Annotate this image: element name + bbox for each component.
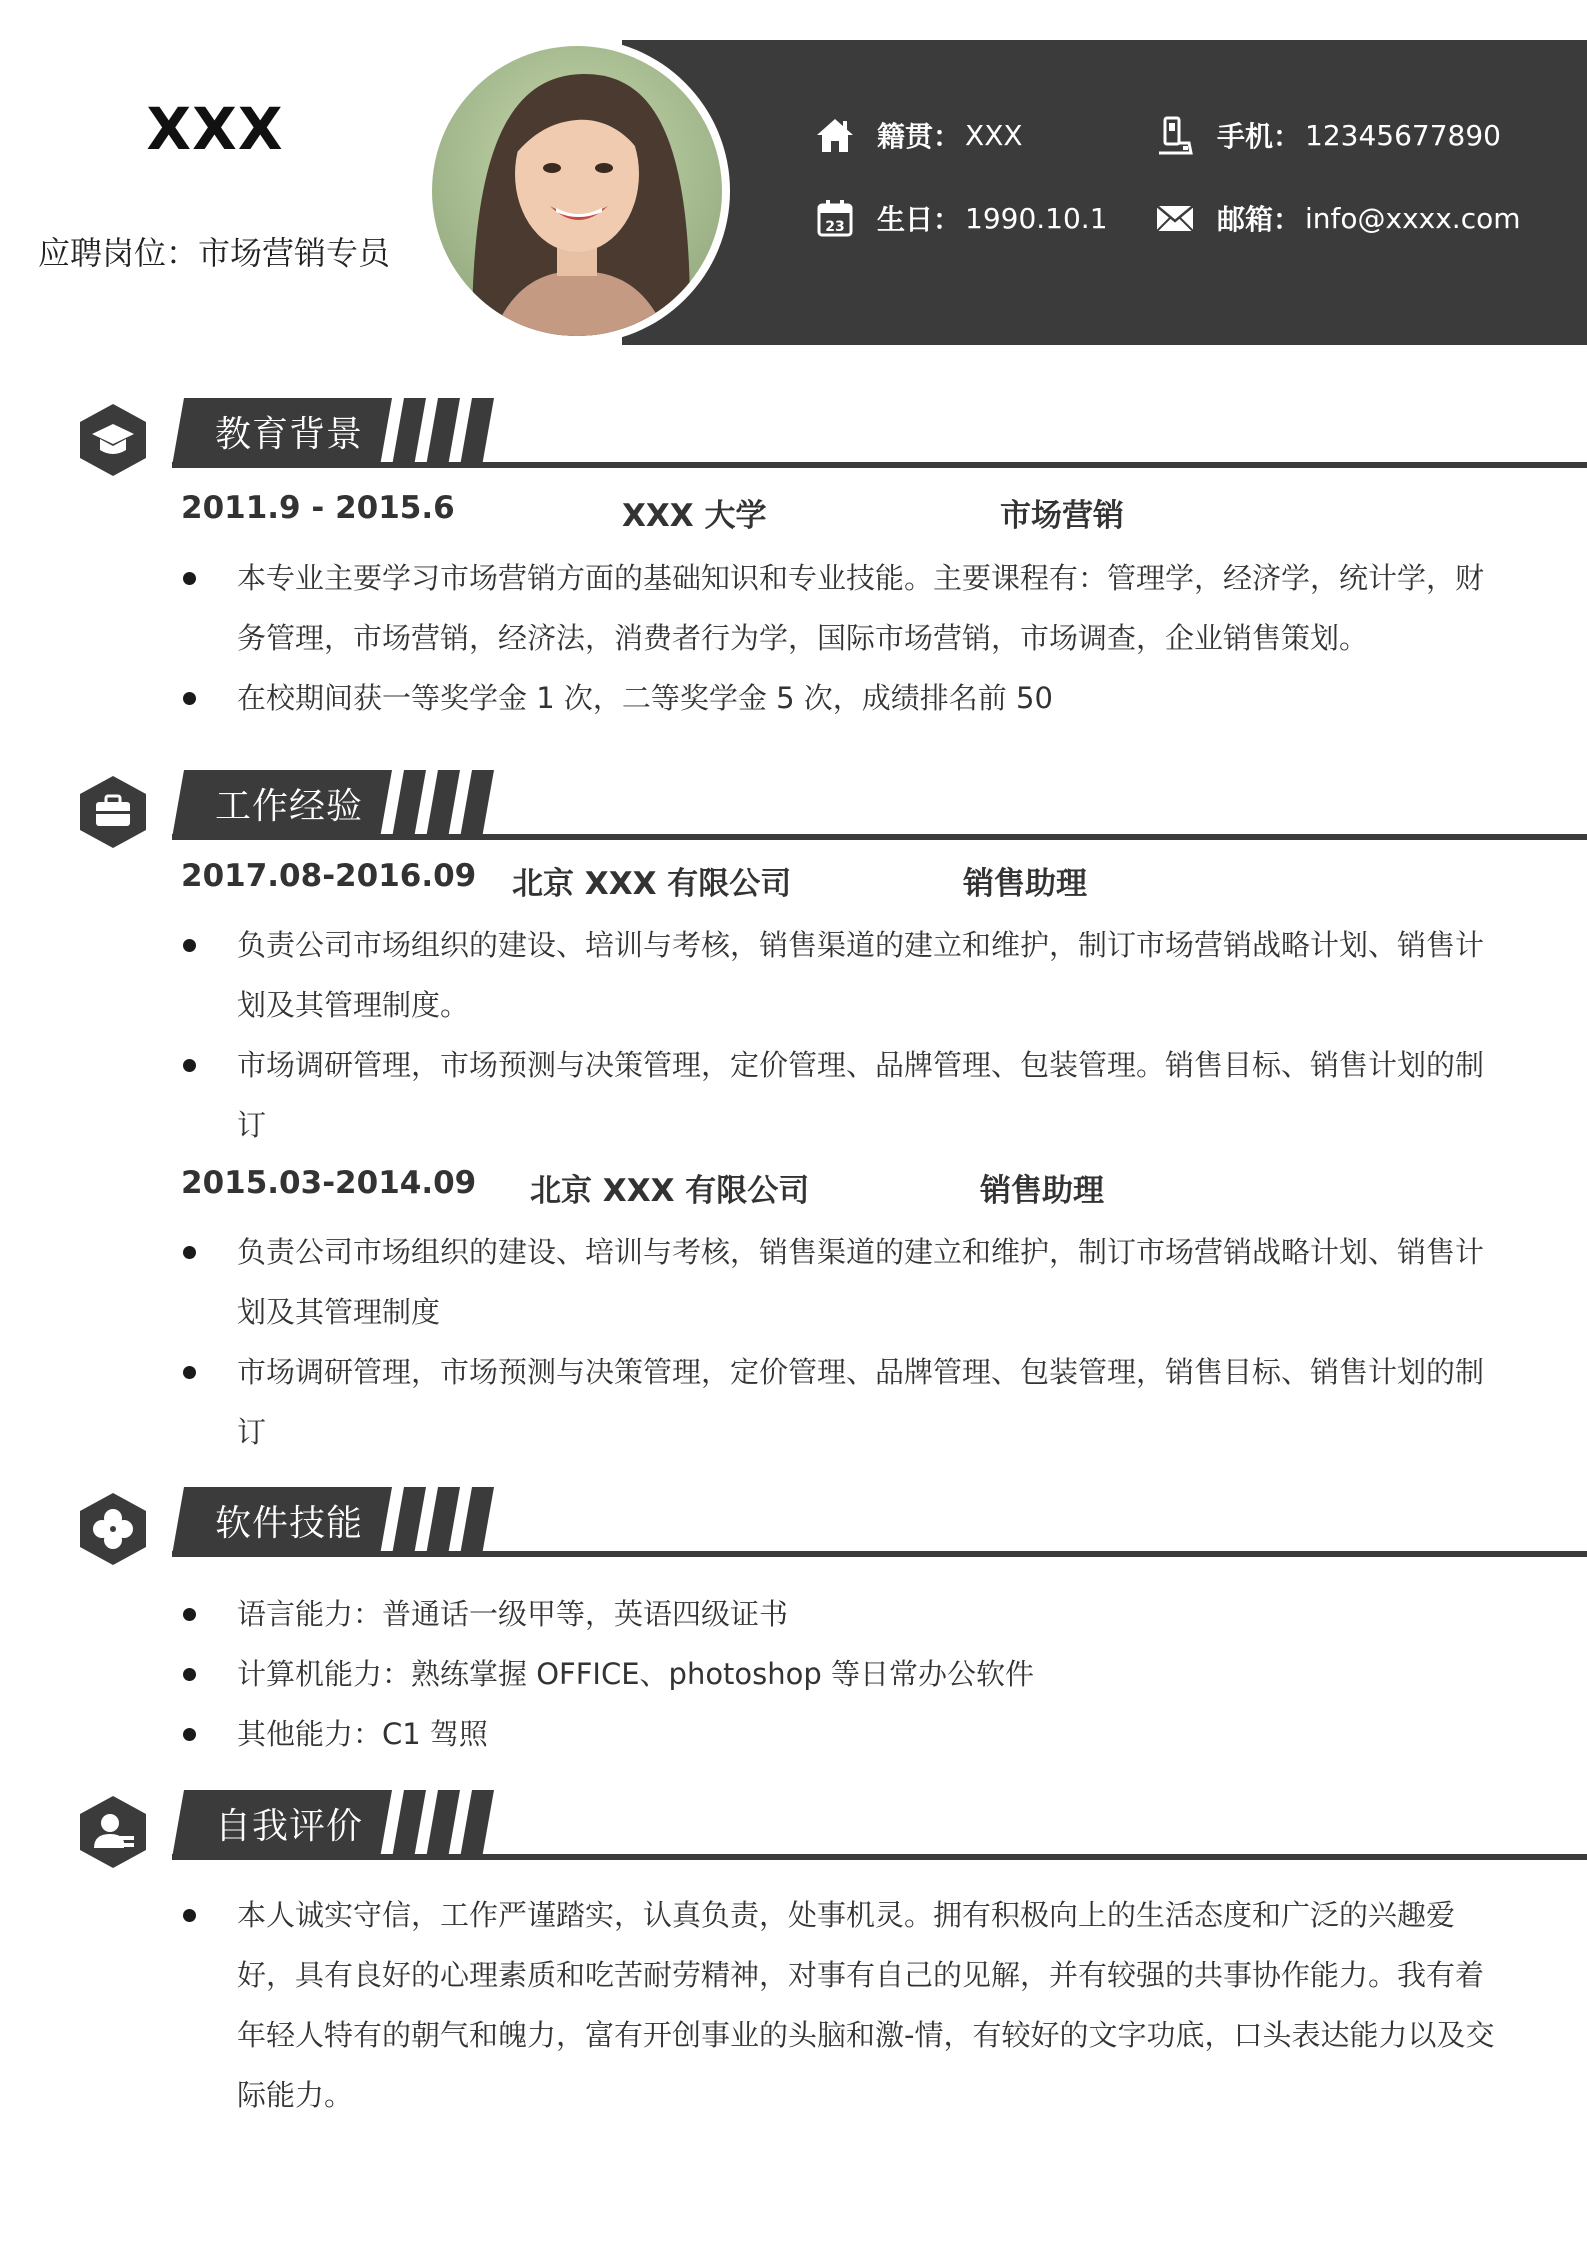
job-company: 北京 XXX 有限公司 <box>512 866 792 902</box>
job-bullet: 市场调研管理，市场预测与决策管理，定价管理、品牌管理、包装管理。销售目标、销售计划的制订 <box>181 1035 1511 1155</box>
skill-bullet: 语言能力：普通话一级甲等，英语四级证书 <box>181 1584 1511 1644</box>
section-divider <box>172 462 1587 468</box>
origin-value: XXX <box>965 118 1023 152</box>
education-bullet: 本专业主要学习市场营销方面的基础知识和专业技能。主要课程有：管理学，经济学，统计学，财务管理，市场营销，经济法，消费者行为学，国际市场营销，市场调查，企业销售策划。 <box>181 548 1511 668</box>
skill-bullet: 计算机能力：熟练掌握 OFFICE、photoshop 等日常办公软件 <box>181 1644 1511 1704</box>
email-label: 邮箱： <box>1217 203 1302 236</box>
section-divider <box>172 1551 1587 1557</box>
section-title-skills: 软件技能 <box>215 1503 364 1544</box>
section-skills-header <box>80 1487 1512 1567</box>
education-bullet: 在校期间获一等奖学金 1 次，二等奖学金 5 次，成绩排名前 50 <box>181 668 1511 728</box>
job-bullet: 负责公司市场组织的建设、培训与考核，销售渠道的建立和维护，制订市场营销战略计划、销售计划及其管理制度。 <box>181 915 1511 1035</box>
phone-icon <box>1155 115 1195 155</box>
briefcase-icon <box>80 776 146 848</box>
position-value: 市场营销专员 <box>198 234 391 272</box>
section-divider <box>172 834 1587 840</box>
envelope-icon <box>1155 198 1195 238</box>
phone-label: 手机： <box>1217 120 1302 153</box>
info-origin <box>815 115 1023 155</box>
calendar-icon <box>815 198 855 238</box>
section-divider <box>172 1854 1587 1860</box>
phone-value: 12345677890 <box>1305 118 1501 152</box>
job-company: 北京 XXX 有限公司 <box>530 1173 810 1209</box>
section-education-header <box>80 398 1512 478</box>
job-period: 2015.03-2014.09 <box>181 1165 477 1201</box>
section-work-header <box>80 770 1512 850</box>
profile-photo <box>424 38 730 344</box>
education-school: XXX 大学 <box>622 498 767 534</box>
self-eval-bullet: 本人诚实守信，工作严谨踏实，认真负责，处事机灵。拥有积极向上的生活态度和广泛的兴趣爱好，具有良好的心理素质和吃苦耐劳精神，对事有自己的见解，并有较强的共事协作能力。我有着年轻人特有的朝气和魄力，富有开创事业的头脑和激-情，有较好的文字功底，口头表达能力以及交际能力。 <box>181 1885 1511 2125</box>
job-role: 销售助理 <box>980 1173 1104 1209</box>
skill-bullet: 其他能力：C1 驾照 <box>181 1704 1511 1764</box>
job-bullet: 市场调研管理，市场预测与决策管理，定价管理、品牌管理、包装管理，销售目标、销售计划的制订 <box>181 1342 1511 1462</box>
header-band <box>622 40 1587 345</box>
candidate-name: XXX <box>146 95 284 163</box>
info-phone <box>1155 115 1501 155</box>
section-title-work: 工作经验 <box>215 786 364 827</box>
clover-icon <box>80 1493 146 1565</box>
job-period: 2017.08-2016.09 <box>181 858 477 894</box>
svg-text:23: 23 <box>825 219 845 235</box>
section-title-self-eval: 自我评价 <box>215 1806 364 1847</box>
home-icon <box>815 115 855 155</box>
user-icon <box>80 1796 146 1868</box>
info-birthday <box>815 198 1108 238</box>
education-period: 2011.9 - 2015.6 <box>181 490 455 526</box>
section-self-eval-header <box>80 1790 1512 1870</box>
birth-label: 生日： <box>877 203 962 236</box>
education-major: 市场营销 <box>1000 498 1124 534</box>
position-label: 应聘岗位： <box>38 234 199 272</box>
job-role: 销售助理 <box>963 866 1087 902</box>
birth-value: 1990.10.1 <box>965 201 1108 235</box>
email-value: info@xxxx.com <box>1305 201 1521 235</box>
applied-position <box>38 228 390 274</box>
origin-label: 籍贯： <box>877 120 962 153</box>
graduation-cap-icon <box>80 404 146 476</box>
job-bullet: 负责公司市场组织的建设、培训与考核，销售渠道的建立和维护，制订市场营销战略计划、销售计划及其管理制度 <box>181 1222 1511 1342</box>
section-title-education: 教育背景 <box>215 414 364 455</box>
info-email <box>1155 198 1521 238</box>
